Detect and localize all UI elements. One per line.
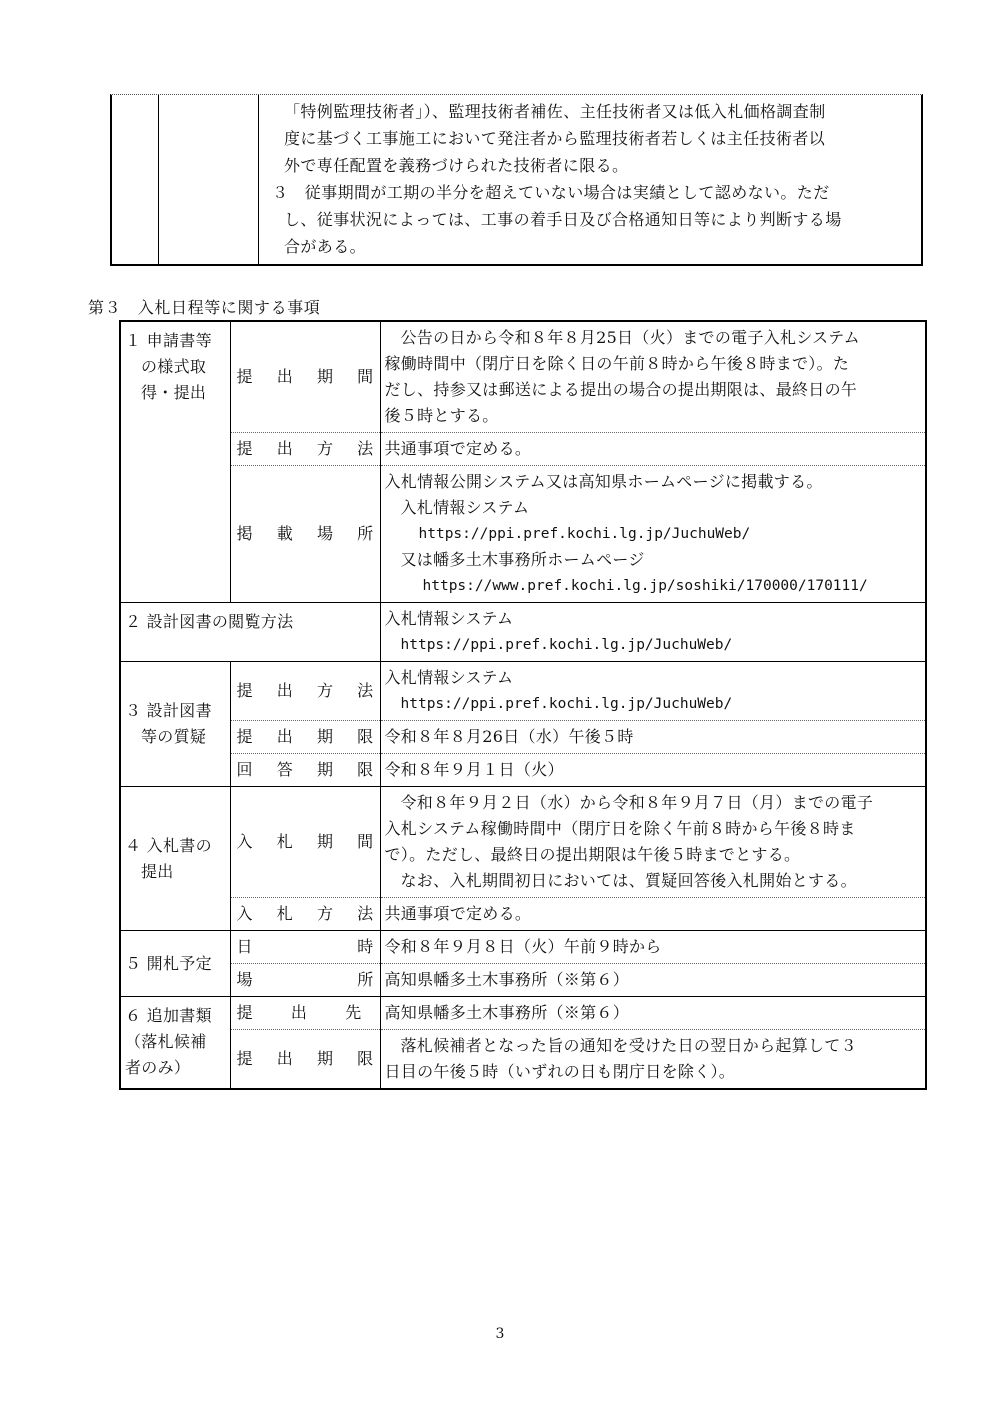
value-cell: 入札情報システム https://ppi.pref.kochi.lg.jp/JuchuWeb/ (380, 662, 926, 721)
table-row (120, 721, 926, 754)
table-row (120, 433, 926, 466)
category-cell: ２ 設計図書の閲覧方法 (120, 603, 380, 662)
value-cell: 共通事項で定める。 (380, 433, 926, 466)
value-cell: 高知県幡多土木事務所（※第６） (380, 964, 926, 997)
continuation-line: 度に基づく工事施工において発注者から監理技術者若しくは主任技術者以 (284, 129, 826, 148)
category-cell: ５ 開札予定 (120, 931, 230, 997)
schedule-table (119, 320, 927, 1090)
value-cell: 令和８年９月２日（水）から令和８年９月７日（月）までの電子 入札システム稼働時間中（閉庁日を除く午前８時から午後８時ま で）。ただし、最終日の提出期限は午後５時までとする。 なお、入札期間初日においては、質疑回答後入札開始とする。 (380, 787, 926, 898)
table-row (120, 466, 926, 603)
section-heading: 第３ 入札日程等に関する事項 (88, 298, 321, 317)
label-cell: 掲 載 場 所 (230, 466, 380, 603)
table-row (120, 321, 926, 433)
category-cell: ３ 設計図書 等の質疑 (120, 662, 230, 787)
continuation-line: 外で専任配置を義務づけられた技術者に限る。 (284, 156, 629, 175)
continuation-line: ３ 従事期間が工期の半分を超えていない場合は実績として認めない。ただ (272, 183, 830, 202)
label-cell: 日 時 (230, 931, 380, 964)
continuation-line: し、従事状況によっては、工事の着手日及び合格通知日等により判断する場 (284, 210, 842, 229)
continuation-col-1 (112, 95, 159, 264)
table-row (120, 997, 926, 1030)
url-link: https://ppi.pref.kochi.lg.jp/JuchuWeb/ (400, 696, 733, 712)
url-link: https://www.pref.kochi.lg.jp/soshiki/170000/170111/ (422, 578, 868, 594)
table-row (120, 1030, 926, 1090)
label-cell: 入 札 方 法 (230, 898, 380, 931)
category-line: 得・提出 (141, 383, 207, 402)
table-row (120, 898, 926, 931)
value-cell: 令和８年９月１日（火） (380, 754, 926, 787)
value-cell: 公告の日から令和８年８月25日（火）までの電子入札システム 稼働時間中（閉庁日を除く日の午前８時から午後８時まで）。た だし、持参又は郵送による提出の場合の提出期限は、最終日の午 後５時とする。 (380, 321, 926, 433)
label-cell: 場 所 (230, 964, 380, 997)
label-cell: 提 出 方 法 (230, 433, 380, 466)
category-cell: ６ 追加書類 （落札候補 者のみ） (120, 997, 230, 1090)
continuation-line: 合がある。 (284, 237, 367, 256)
label-cell: 回 答 期 限 (230, 754, 380, 787)
continuation-col-2 (158, 95, 259, 264)
value-cell: 入札情報公開システム又は高知県ホームページに掲載する。 入札情報システム https://ppi.pref.kochi.lg.jp/JuchuWeb/ 又は幡多土木事務所ホームページ https://www.pref.kochi.lg.jp/soshiki/170000/170111/ (380, 466, 926, 603)
label-cell: 提 出 期 間 (230, 321, 380, 433)
continuation-table (110, 94, 923, 266)
page-number: 3 (495, 1326, 505, 1342)
category-line: の様式取 (141, 357, 207, 376)
label-cell: 提 出 方 法 (230, 662, 380, 721)
value-cell: 令和８年８月26日（水）午後５時 (380, 721, 926, 754)
category-line: １ 申請書等 (125, 331, 212, 350)
url-link: https://ppi.pref.kochi.lg.jp/JuchuWeb/ (418, 526, 751, 542)
table-row (120, 931, 926, 964)
label-cell: 提 出 先 (230, 997, 380, 1030)
table-row (120, 754, 926, 787)
category-cell: ４ 入札書の 提出 (120, 787, 230, 931)
value-cell: 共通事項で定める。 (380, 898, 926, 931)
value-cell: 高知県幡多土木事務所（※第６） (380, 997, 926, 1030)
table-row (120, 787, 926, 898)
table-row (120, 964, 926, 997)
continuation-line: 「特例監理技術者」）、監理技術者補佐、主任技術者又は低入札価格調査制 (284, 102, 826, 121)
label-cell: 提 出 期 限 (230, 721, 380, 754)
value-cell: 落札候補者となった旨の通知を受けた日の翌日から起算して３ 日目の午後５時（いずれの日も閉庁日を除く）。 (380, 1030, 926, 1090)
category-cell (120, 321, 230, 603)
label-cell: 提 出 期 限 (230, 1030, 380, 1090)
table-row (120, 603, 926, 662)
value-cell: 令和８年９月８日（火）午前９時から (380, 931, 926, 964)
continuation-text (272, 98, 915, 260)
label-cell: 入 札 期 間 (230, 787, 380, 898)
table-row (120, 662, 926, 721)
value-cell: 入札情報システム https://ppi.pref.kochi.lg.jp/JuchuWeb/ (380, 603, 926, 662)
url-link: https://ppi.pref.kochi.lg.jp/JuchuWeb/ (400, 637, 733, 653)
